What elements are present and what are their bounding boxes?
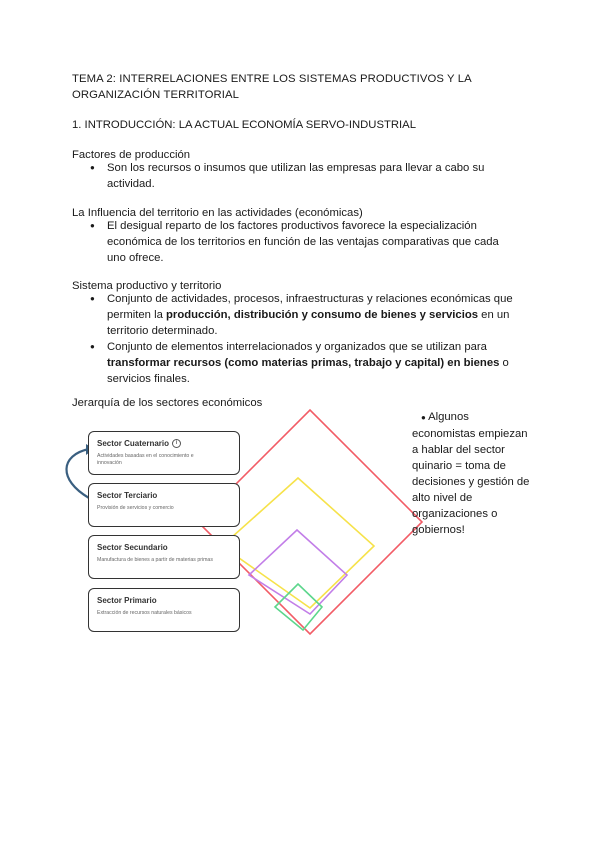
text-run: Conjunto de actividades, procesos, infraestructuras y relaciones económicas que permiten la: [107, 293, 513, 321]
note-text: ● Algunos economistas empiezan a hablar del sector quinario = toma de decisiones y gestión de alto nivel de organizaciones o gobiernos!: [412, 411, 529, 536]
card-description: Manufactura de bienes a partir de materias primas: [97, 557, 213, 563]
purple-outline: [249, 530, 347, 614]
text-run: Conjunto de elementos interrelacionados y organizados que se utilizan para: [107, 341, 487, 353]
list-item: ● Son los recursos o insumos que utilizan las empresas para llevar a cabo su actividad.: [90, 160, 515, 192]
section-heading: 1. INTRODUCCIÓN: LA ACTUAL ECONOMÍA SERVO-INDUSTRIAL: [72, 119, 416, 131]
info-icon: i: [172, 439, 181, 448]
card-sector-cuaternario: [88, 431, 240, 475]
jerarquia-heading: Jerarquía de los sectores económicos: [72, 397, 263, 409]
cycle-arrow: [66, 449, 89, 498]
card-description: Provisión de servicios y comercio: [97, 505, 174, 511]
bold-text-run: producción, distribución y consumo de bienes y servicios: [166, 309, 479, 321]
text-run: o servicios finales.: [107, 357, 509, 385]
card-title: [97, 439, 181, 448]
card-sector-secundario: [88, 535, 240, 579]
text-run: en un territorio determinado.: [107, 309, 510, 337]
card-description: Actividades basadas en el conocimiento e innovación: [97, 453, 194, 466]
card-sector-terciario: [88, 483, 240, 527]
card-title-text: Sector Cuaternario: [97, 439, 170, 448]
yellow-outline: [222, 478, 374, 608]
card-description: Extracción de recursos naturales básicos: [97, 610, 192, 616]
factores-heading: Factores de producción: [72, 149, 191, 161]
card-sector-primario: [88, 588, 240, 632]
card-title: Sector Terciario: [97, 491, 158, 500]
card-title: Sector Secundario: [97, 543, 168, 552]
bold-text-run: transformar recursos (como materias primas, trabajo y capital) en bienes: [107, 357, 500, 369]
document-title: TEMA 2: INTERRELACIONES ENTRE LOS SISTEMAS PRODUCTIVOS Y LA ORGANIZACIÓN TERRITORIAL: [72, 73, 472, 101]
influencia-heading: La Influencia del territorio en las actividades (económicas): [72, 207, 363, 219]
card-title: Sector Primario: [97, 596, 157, 605]
quinario-note: [412, 409, 532, 538]
list-item: ● El desigual reparto de los factores productivos favorece la especialización económica de los territorios en función de las ventajas comparativas que cada uno ofrece.: [90, 218, 515, 266]
sistema-heading: Sistema productivo y territorio: [72, 280, 222, 292]
